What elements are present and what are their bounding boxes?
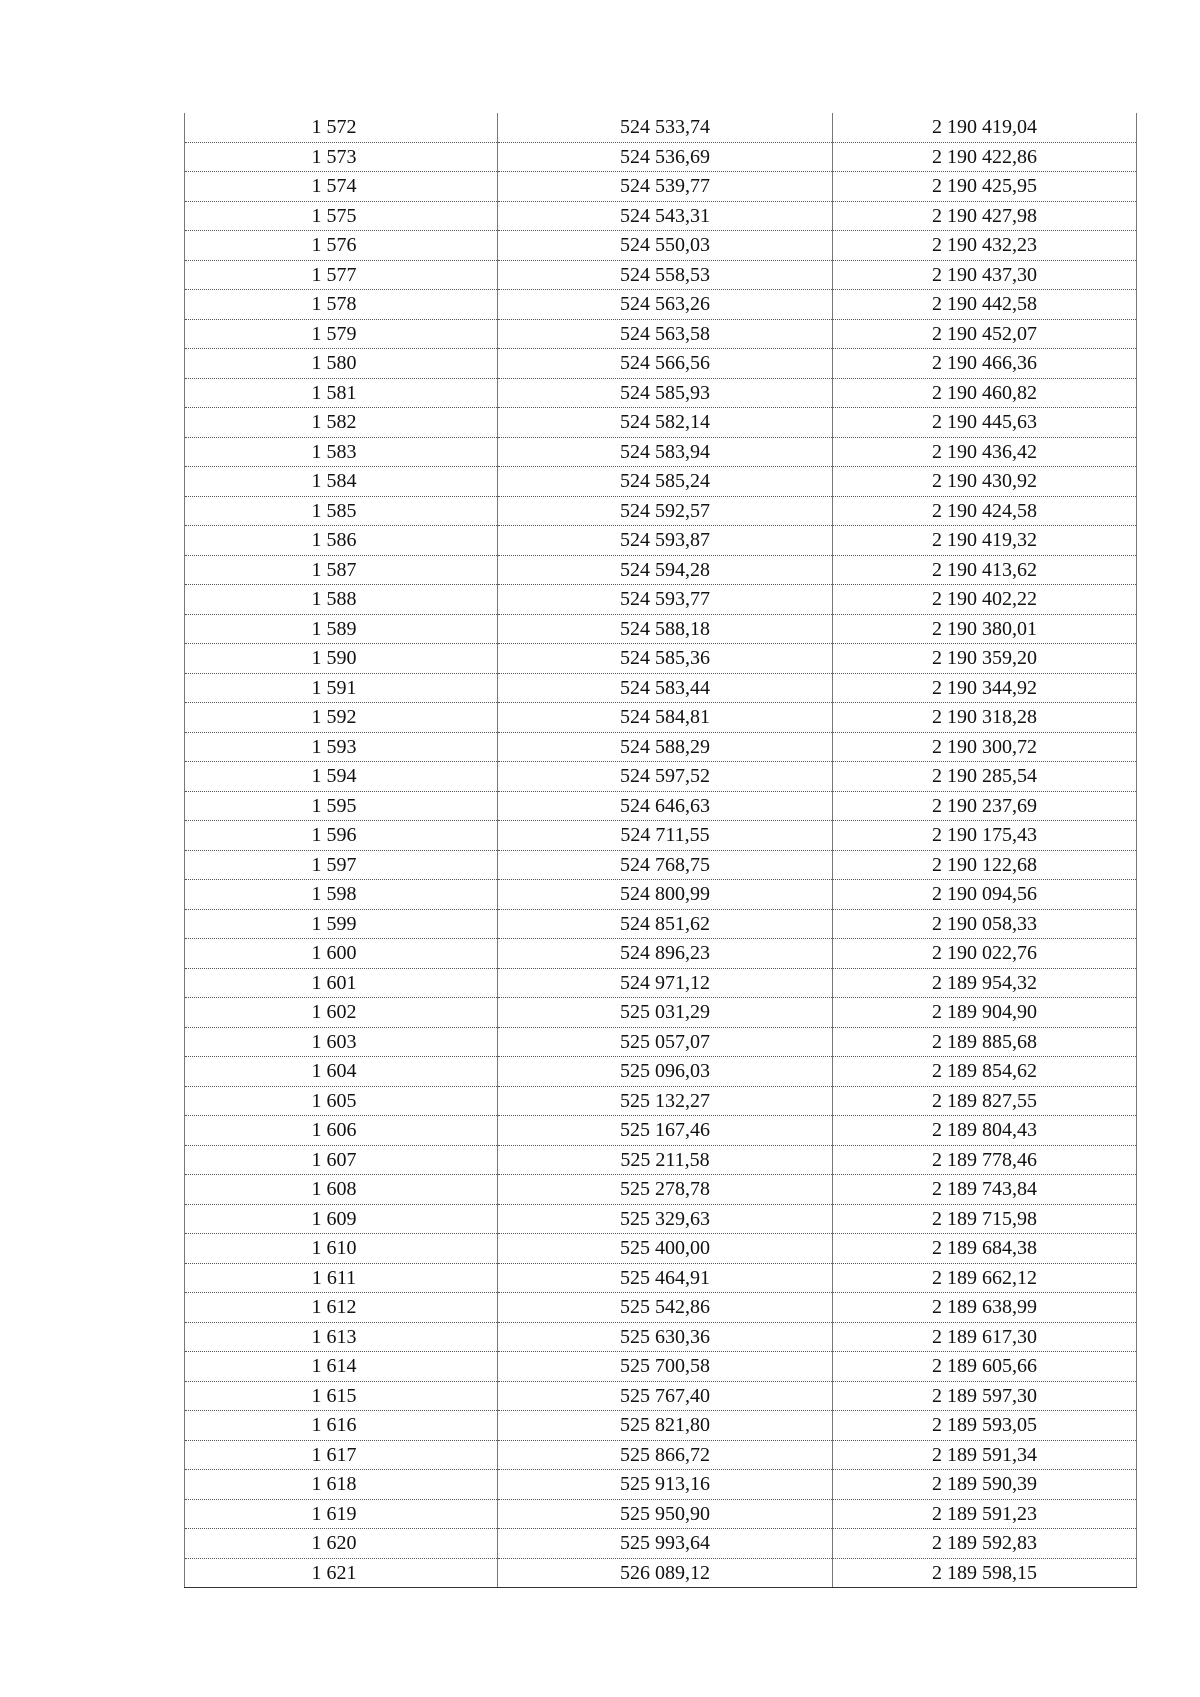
x-coordinate-cell: 525 132,27 [498, 1086, 833, 1116]
x-coordinate-cell: 525 700,58 [498, 1352, 833, 1382]
y-coordinate-cell: 2 189 617,30 [833, 1322, 1137, 1352]
x-coordinate-cell: 524 533,74 [498, 113, 833, 142]
point-number-cell: 1 598 [185, 880, 498, 910]
x-coordinate-cell: 525 057,07 [498, 1027, 833, 1057]
y-coordinate-cell: 2 190 318,28 [833, 703, 1137, 733]
x-coordinate-cell: 524 582,14 [498, 408, 833, 438]
y-coordinate-cell: 2 189 591,23 [833, 1499, 1137, 1529]
table-row [185, 260, 1137, 290]
table-row [185, 231, 1137, 261]
point-number-cell: 1 612 [185, 1293, 498, 1323]
y-coordinate-cell: 2 190 380,01 [833, 614, 1137, 644]
point-number-cell: 1 587 [185, 555, 498, 585]
y-coordinate-cell: 2 190 300,72 [833, 732, 1137, 762]
point-number-cell: 1 581 [185, 378, 498, 408]
y-coordinate-cell: 2 190 419,32 [833, 526, 1137, 556]
y-coordinate-cell: 2 190 359,20 [833, 644, 1137, 674]
point-number-cell: 1 621 [185, 1558, 498, 1588]
x-coordinate-cell: 524 585,36 [498, 644, 833, 674]
x-coordinate-cell: 524 851,62 [498, 909, 833, 939]
y-coordinate-cell: 2 190 424,58 [833, 496, 1137, 526]
table-row [185, 526, 1137, 556]
y-coordinate-cell: 2 190 413,62 [833, 555, 1137, 585]
x-coordinate-cell: 524 563,58 [498, 319, 833, 349]
x-coordinate-cell: 524 550,03 [498, 231, 833, 261]
point-number-cell: 1 603 [185, 1027, 498, 1057]
y-coordinate-cell: 2 189 715,98 [833, 1204, 1137, 1234]
y-coordinate-cell: 2 190 432,23 [833, 231, 1137, 261]
table-row [185, 732, 1137, 762]
y-coordinate-cell: 2 190 425,95 [833, 172, 1137, 202]
table-row [185, 909, 1137, 939]
point-number-cell: 1 582 [185, 408, 498, 438]
x-coordinate-cell: 524 583,44 [498, 673, 833, 703]
coordinates-table-body [185, 113, 1137, 1588]
table-row [185, 1086, 1137, 1116]
coordinates-table [184, 113, 1137, 1588]
table-row [185, 1411, 1137, 1441]
x-coordinate-cell: 524 588,29 [498, 732, 833, 762]
x-coordinate-cell: 524 597,52 [498, 762, 833, 792]
point-number-cell: 1 589 [185, 614, 498, 644]
point-number-cell: 1 605 [185, 1086, 498, 1116]
x-coordinate-cell: 524 896,23 [498, 939, 833, 969]
table-row [185, 1322, 1137, 1352]
y-coordinate-cell: 2 190 445,63 [833, 408, 1137, 438]
point-number-cell: 1 591 [185, 673, 498, 703]
point-number-cell: 1 599 [185, 909, 498, 939]
y-coordinate-cell: 2 190 285,54 [833, 762, 1137, 792]
table-row [185, 437, 1137, 467]
table-row [185, 821, 1137, 851]
point-number-cell: 1 611 [185, 1263, 498, 1293]
y-coordinate-cell: 2 190 022,76 [833, 939, 1137, 969]
point-number-cell: 1 604 [185, 1057, 498, 1087]
y-coordinate-cell: 2 190 427,98 [833, 201, 1137, 231]
y-coordinate-cell: 2 189 662,12 [833, 1263, 1137, 1293]
point-number-cell: 1 584 [185, 467, 498, 497]
point-number-cell: 1 617 [185, 1440, 498, 1470]
x-coordinate-cell: 524 558,53 [498, 260, 833, 290]
table-row [185, 1381, 1137, 1411]
point-number-cell: 1 585 [185, 496, 498, 526]
table-row [185, 644, 1137, 674]
point-number-cell: 1 613 [185, 1322, 498, 1352]
table-row [185, 408, 1137, 438]
y-coordinate-cell: 2 190 175,43 [833, 821, 1137, 851]
y-coordinate-cell: 2 190 058,33 [833, 909, 1137, 939]
y-coordinate-cell: 2 190 402,22 [833, 585, 1137, 615]
y-coordinate-cell: 2 189 590,39 [833, 1470, 1137, 1500]
table-row [185, 1145, 1137, 1175]
table-row [185, 762, 1137, 792]
table-row [185, 319, 1137, 349]
point-number-cell: 1 586 [185, 526, 498, 556]
point-number-cell: 1 610 [185, 1234, 498, 1264]
x-coordinate-cell: 525 767,40 [498, 1381, 833, 1411]
y-coordinate-cell: 2 190 122,68 [833, 850, 1137, 880]
table-row [185, 614, 1137, 644]
x-coordinate-cell: 524 563,26 [498, 290, 833, 320]
x-coordinate-cell: 525 464,91 [498, 1263, 833, 1293]
x-coordinate-cell: 524 585,93 [498, 378, 833, 408]
x-coordinate-cell: 525 400,00 [498, 1234, 833, 1264]
table-row [185, 850, 1137, 880]
x-coordinate-cell: 524 584,81 [498, 703, 833, 733]
point-number-cell: 1 574 [185, 172, 498, 202]
y-coordinate-cell: 2 189 954,32 [833, 968, 1137, 998]
point-number-cell: 1 578 [185, 290, 498, 320]
x-coordinate-cell: 525 211,58 [498, 1145, 833, 1175]
y-coordinate-cell: 2 190 237,69 [833, 791, 1137, 821]
point-number-cell: 1 620 [185, 1529, 498, 1559]
x-coordinate-cell: 524 566,56 [498, 349, 833, 379]
x-coordinate-cell: 525 993,64 [498, 1529, 833, 1559]
table-row [185, 968, 1137, 998]
x-coordinate-cell: 524 593,87 [498, 526, 833, 556]
y-coordinate-cell: 2 190 094,56 [833, 880, 1137, 910]
x-coordinate-cell: 525 096,03 [498, 1057, 833, 1087]
y-coordinate-cell: 2 190 344,92 [833, 673, 1137, 703]
x-coordinate-cell: 524 539,77 [498, 172, 833, 202]
point-number-cell: 1 572 [185, 113, 498, 142]
y-coordinate-cell: 2 190 437,30 [833, 260, 1137, 290]
y-coordinate-cell: 2 190 460,82 [833, 378, 1137, 408]
x-coordinate-cell: 525 329,63 [498, 1204, 833, 1234]
x-coordinate-cell: 524 593,77 [498, 585, 833, 615]
point-number-cell: 1 608 [185, 1175, 498, 1205]
x-coordinate-cell: 524 592,57 [498, 496, 833, 526]
x-coordinate-cell: 525 278,78 [498, 1175, 833, 1205]
table-row [185, 1352, 1137, 1382]
y-coordinate-cell: 2 190 419,04 [833, 113, 1137, 142]
x-coordinate-cell: 524 800,99 [498, 880, 833, 910]
y-coordinate-cell: 2 189 638,99 [833, 1293, 1137, 1323]
y-coordinate-cell: 2 190 452,07 [833, 319, 1137, 349]
x-coordinate-cell: 525 950,90 [498, 1499, 833, 1529]
y-coordinate-cell: 2 190 422,86 [833, 142, 1137, 172]
table-row [185, 496, 1137, 526]
table-row [185, 998, 1137, 1028]
x-coordinate-cell: 524 543,31 [498, 201, 833, 231]
table-row [185, 673, 1137, 703]
y-coordinate-cell: 2 189 597,30 [833, 1381, 1137, 1411]
table-row [185, 467, 1137, 497]
point-number-cell: 1 579 [185, 319, 498, 349]
point-number-cell: 1 573 [185, 142, 498, 172]
table-row [185, 113, 1137, 142]
table-row [185, 1529, 1137, 1559]
point-number-cell: 1 606 [185, 1116, 498, 1146]
point-number-cell: 1 592 [185, 703, 498, 733]
y-coordinate-cell: 2 189 743,84 [833, 1175, 1137, 1205]
y-coordinate-cell: 2 190 442,58 [833, 290, 1137, 320]
y-coordinate-cell: 2 189 605,66 [833, 1352, 1137, 1382]
table-row [185, 290, 1137, 320]
point-number-cell: 1 600 [185, 939, 498, 969]
x-coordinate-cell: 525 630,36 [498, 1322, 833, 1352]
table-row [185, 791, 1137, 821]
x-coordinate-cell: 524 768,75 [498, 850, 833, 880]
y-coordinate-cell: 2 189 593,05 [833, 1411, 1137, 1441]
x-coordinate-cell: 524 588,18 [498, 614, 833, 644]
x-coordinate-cell: 526 089,12 [498, 1558, 833, 1588]
table-row [185, 1057, 1137, 1087]
point-number-cell: 1 576 [185, 231, 498, 261]
y-coordinate-cell: 2 189 591,34 [833, 1440, 1137, 1470]
x-coordinate-cell: 524 594,28 [498, 555, 833, 585]
x-coordinate-cell: 524 583,94 [498, 437, 833, 467]
y-coordinate-cell: 2 189 684,38 [833, 1234, 1137, 1264]
table-row [185, 1027, 1137, 1057]
point-number-cell: 1 619 [185, 1499, 498, 1529]
x-coordinate-cell: 525 031,29 [498, 998, 833, 1028]
point-number-cell: 1 616 [185, 1411, 498, 1441]
point-number-cell: 1 593 [185, 732, 498, 762]
x-coordinate-cell: 525 913,16 [498, 1470, 833, 1500]
table-row [185, 1263, 1137, 1293]
x-coordinate-cell: 524 971,12 [498, 968, 833, 998]
table-row [185, 1499, 1137, 1529]
table-row [185, 1470, 1137, 1500]
table-row [185, 1116, 1137, 1146]
point-number-cell: 1 607 [185, 1145, 498, 1175]
point-number-cell: 1 618 [185, 1470, 498, 1500]
y-coordinate-cell: 2 189 827,55 [833, 1086, 1137, 1116]
point-number-cell: 1 601 [185, 968, 498, 998]
table-row [185, 1440, 1137, 1470]
point-number-cell: 1 602 [185, 998, 498, 1028]
point-number-cell: 1 614 [185, 1352, 498, 1382]
y-coordinate-cell: 2 190 430,92 [833, 467, 1137, 497]
x-coordinate-cell: 525 167,46 [498, 1116, 833, 1146]
table-row [185, 1204, 1137, 1234]
table-row [185, 349, 1137, 379]
x-coordinate-cell: 524 585,24 [498, 467, 833, 497]
table-row [185, 939, 1137, 969]
table-row [185, 201, 1137, 231]
table-row [185, 1234, 1137, 1264]
x-coordinate-cell: 525 866,72 [498, 1440, 833, 1470]
point-number-cell: 1 580 [185, 349, 498, 379]
point-number-cell: 1 594 [185, 762, 498, 792]
x-coordinate-cell: 525 821,80 [498, 1411, 833, 1441]
table-row [185, 880, 1137, 910]
table-row [185, 378, 1137, 408]
x-coordinate-cell: 524 711,55 [498, 821, 833, 851]
table-row [185, 703, 1137, 733]
table-row [185, 172, 1137, 202]
point-number-cell: 1 615 [185, 1381, 498, 1411]
y-coordinate-cell: 2 189 854,62 [833, 1057, 1137, 1087]
point-number-cell: 1 575 [185, 201, 498, 231]
y-coordinate-cell: 2 189 904,90 [833, 998, 1137, 1028]
y-coordinate-cell: 2 190 466,36 [833, 349, 1137, 379]
point-number-cell: 1 577 [185, 260, 498, 290]
point-number-cell: 1 588 [185, 585, 498, 615]
table-row [185, 142, 1137, 172]
x-coordinate-cell: 524 536,69 [498, 142, 833, 172]
point-number-cell: 1 596 [185, 821, 498, 851]
y-coordinate-cell: 2 189 778,46 [833, 1145, 1137, 1175]
point-number-cell: 1 583 [185, 437, 498, 467]
table-row [185, 585, 1137, 615]
y-coordinate-cell: 2 190 436,42 [833, 437, 1137, 467]
table-row [185, 1175, 1137, 1205]
x-coordinate-cell: 525 542,86 [498, 1293, 833, 1323]
x-coordinate-cell: 524 646,63 [498, 791, 833, 821]
table-row [185, 1558, 1137, 1588]
point-number-cell: 1 597 [185, 850, 498, 880]
point-number-cell: 1 595 [185, 791, 498, 821]
point-number-cell: 1 590 [185, 644, 498, 674]
y-coordinate-cell: 2 189 804,43 [833, 1116, 1137, 1146]
y-coordinate-cell: 2 189 885,68 [833, 1027, 1137, 1057]
point-number-cell: 1 609 [185, 1204, 498, 1234]
table-row [185, 1293, 1137, 1323]
table-row [185, 555, 1137, 585]
y-coordinate-cell: 2 189 592,83 [833, 1529, 1137, 1559]
y-coordinate-cell: 2 189 598,15 [833, 1558, 1137, 1588]
